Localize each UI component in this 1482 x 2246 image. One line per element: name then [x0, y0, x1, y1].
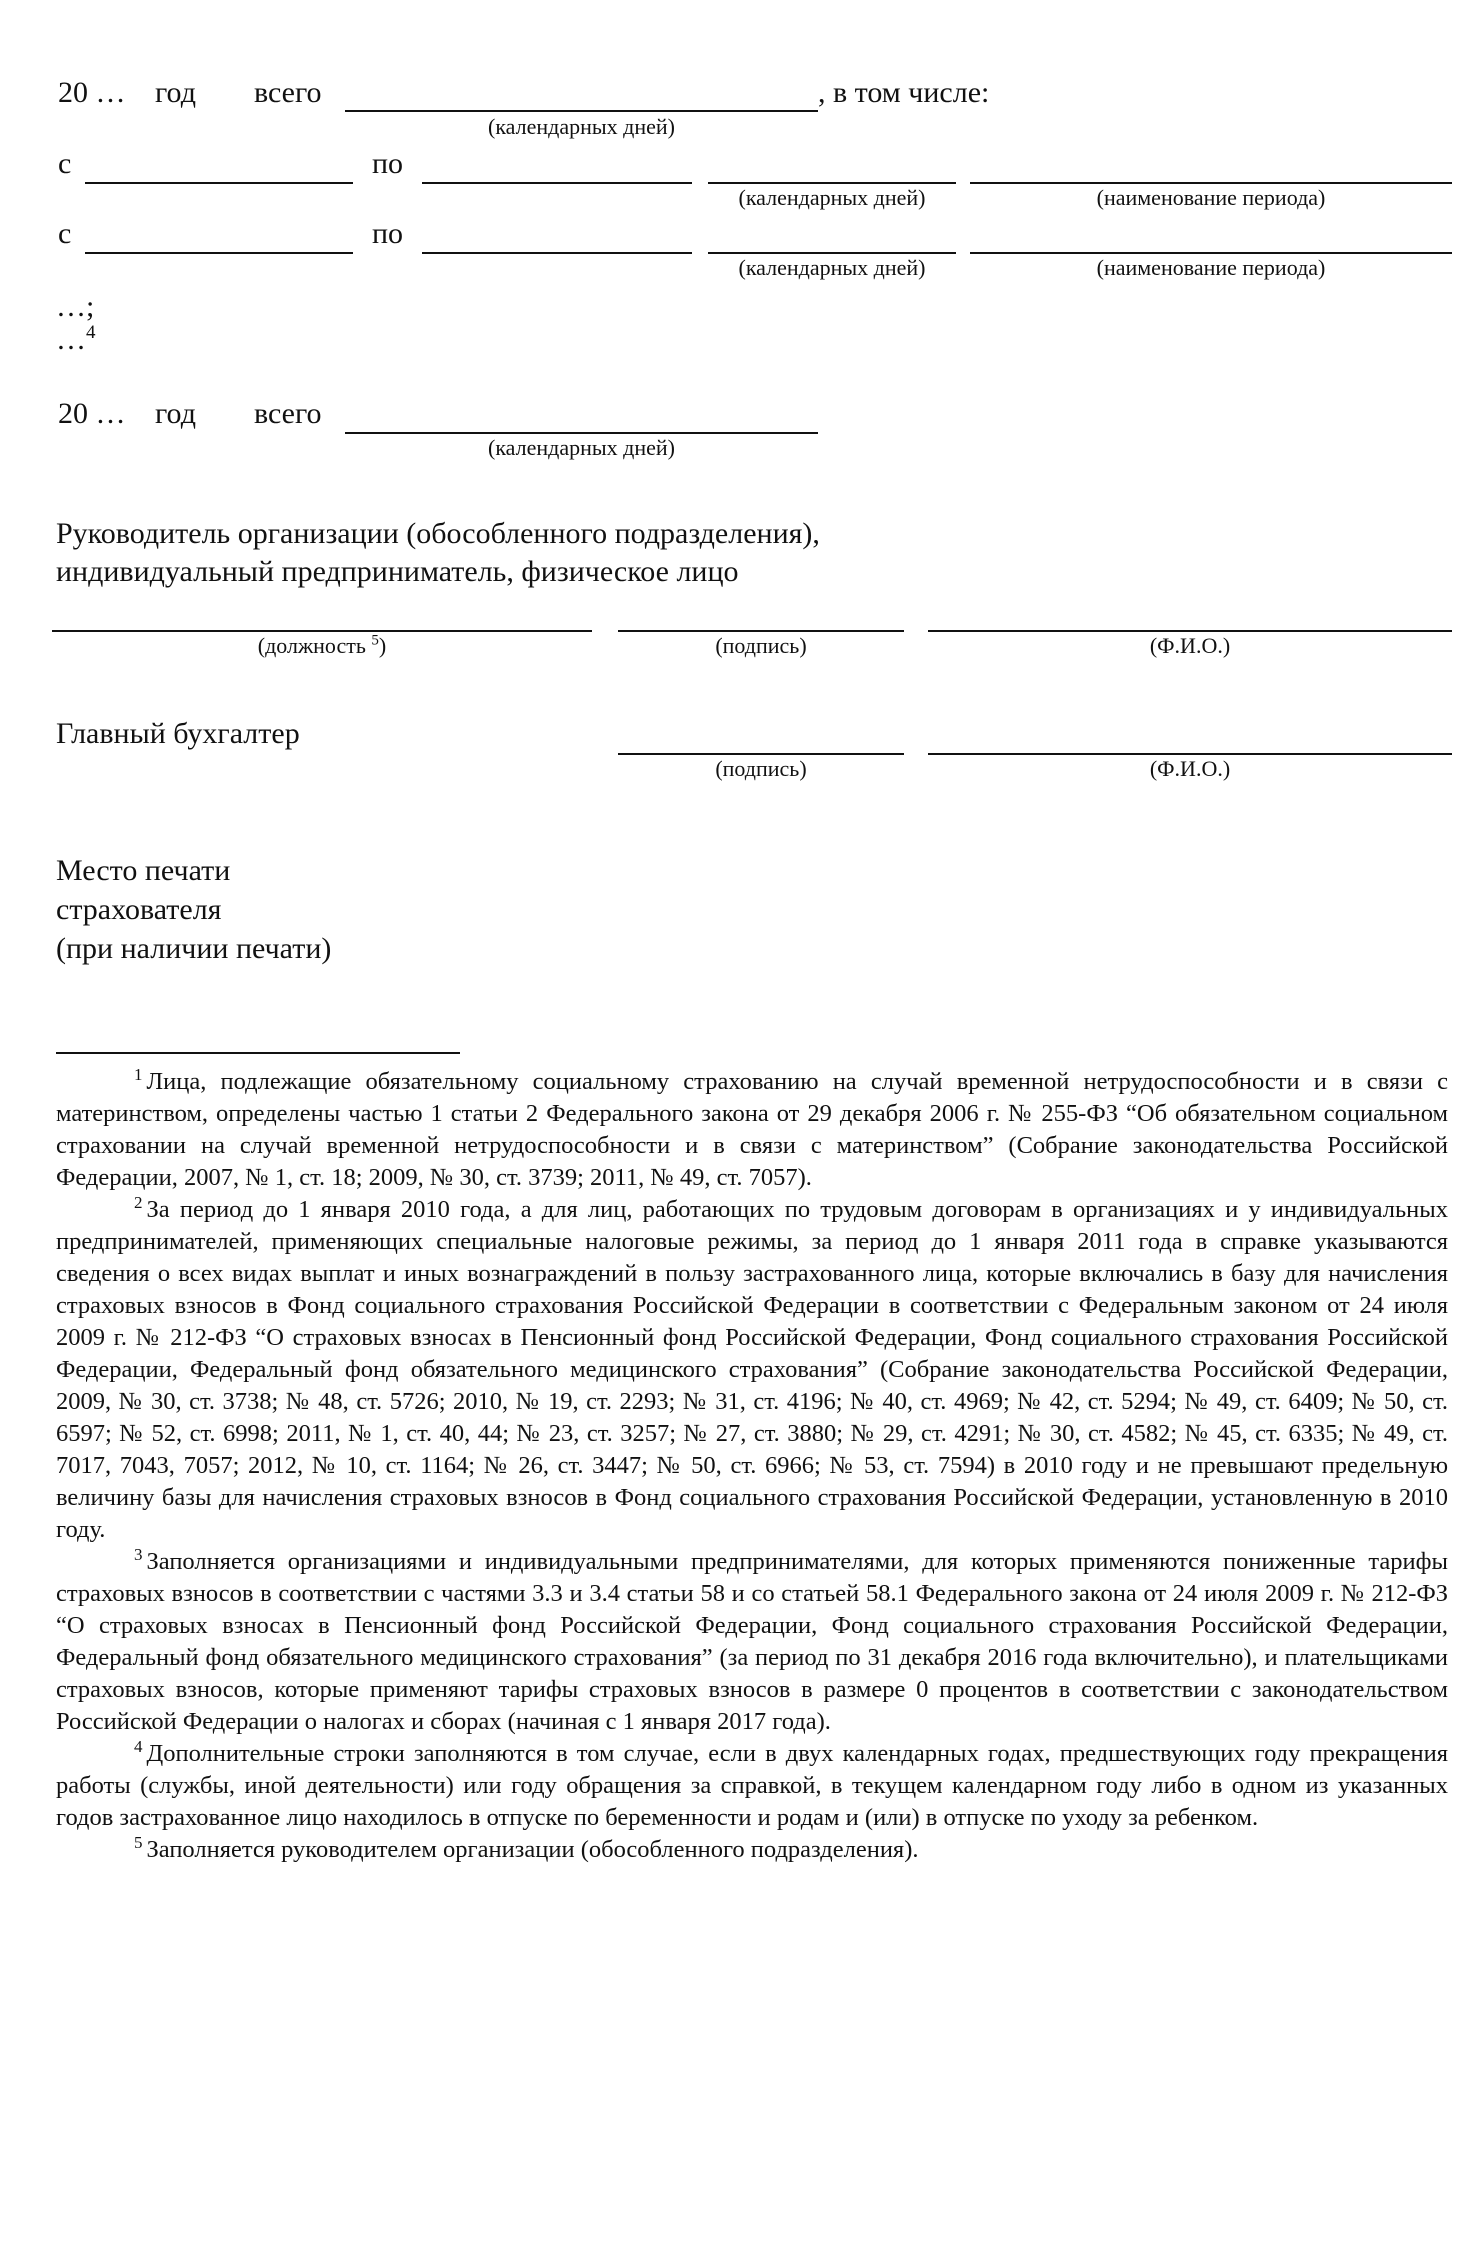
row2-to-label: по [372, 217, 404, 250]
row2-from-field[interactable] [85, 252, 353, 254]
period2-total-label: всего [254, 397, 322, 430]
head-position-caption-text: (должность [257, 633, 366, 658]
period1-year-word: год [155, 76, 196, 109]
footnote-3-number: 3 [134, 1544, 143, 1564]
head-position-caption-close: ) [378, 633, 387, 658]
seal-line3: (при наличии печати) [56, 932, 332, 965]
seal-line2: страхователя [56, 893, 222, 926]
row1-from-label: с [58, 147, 72, 180]
head-position-caption [52, 634, 592, 658]
footnote-3-text: Заполняется организациями и индивидуальными предпринимателями, для которых применяются пониженные тарифы страховых взносов в соответствии с частями 3.3 и 3.4 статьи 58 и со статьей 58.1 Федерального закона от 24 июля 2009 г. № 212-ФЗ “О страховых взносах в Пенсионный фонд Российской Федерации, Фонд социального страхования Российской Федерации, Федеральный фонд обязательного медицинского страхования” (за период по 31 декабря 2016 года включительно), и плательщиками страховых взносов, которые применяют тарифы страховых взносов в размере 0 процентов в соответствии с законодательством Российской Федерации о налогах и сборах (начиная с 1 января 2017 года). [56, 1548, 1448, 1735]
footnote-1-text: Лица, подлежащие обязательному социальному страхованию на случай временной нетрудоспособности и в связи с материнством, определены частью 1 статьи 2 Федерального закона от 29 декабря 2006 г. № 255-ФЗ “Об обязательном социальном страховании на случай временной нетрудоспособности и в связи с материнством” (Собрание законодательства Российской Федерации, 2007, № 1, ст. 18; 2009, № 30, ст. 3739; 2011, № 49, ст. 7057). [56, 1068, 1448, 1191]
accountant-signature-field[interactable] [618, 753, 904, 755]
accountant-title: Главный бухгалтер [56, 717, 300, 750]
footnote-5-number: 5 [134, 1832, 143, 1852]
row2-to-field[interactable] [422, 252, 692, 254]
row1-name-caption: (наименование периода) [1096, 185, 1326, 210]
footnote-1 [56, 1066, 1448, 1194]
period1-year: 20 … [58, 76, 126, 109]
period2-total-caption: (календарных дней) [488, 435, 675, 460]
footnote-3 [56, 1546, 1448, 1738]
row2-days-field[interactable] [708, 252, 956, 254]
footnotes [56, 1066, 1448, 1866]
period2-year-word: год [155, 397, 196, 430]
footnote-1-number: 1 [134, 1064, 143, 1084]
head-fio-caption: (Ф.И.О.) [1149, 633, 1231, 658]
ellipsis-text: … [56, 323, 86, 356]
footnote-ref-4: 4 [86, 322, 96, 343]
head-title-line2: индивидуальный предприниматель, физическое лицо [56, 555, 739, 588]
accountant-fio-caption: (Ф.И.О.) [1149, 756, 1231, 781]
head-fio-field[interactable] [928, 630, 1452, 632]
row2-days-caption: (календарных дней) [738, 255, 926, 280]
seal-line1: Место печати [56, 854, 231, 887]
period2-total-field[interactable] [345, 432, 818, 434]
footnote-2-number: 2 [134, 1192, 143, 1212]
row1-days-field[interactable] [708, 182, 956, 184]
period1-total-caption: (календарных дней) [488, 114, 675, 139]
period1-total-label: всего [254, 76, 322, 109]
head-signature-field[interactable] [618, 630, 904, 632]
row1-to-field[interactable] [422, 182, 692, 184]
period1-including: , в том числе: [818, 76, 990, 109]
row1-name-field[interactable] [970, 182, 1452, 184]
ellipsis-line-1: …; [56, 290, 95, 323]
accountant-fio-field[interactable] [928, 753, 1452, 755]
row2-name-caption: (наименование периода) [1096, 255, 1326, 280]
head-position-field[interactable] [52, 630, 592, 632]
row2-from-label: с [58, 217, 72, 250]
footnote-4 [56, 1738, 1448, 1834]
footnote-2-text: За период до 1 января 2010 года, а для лиц, работающих по трудовым договорам в организациях и у индивидуальных предпринимателей, применяющих специальные налоговые режимы, за период до 1 января 2011 года в справке указываются сведения о всех видах выплат и иных вознаграждений в пользу застрахованного лица, которые включались в базу для начисления страховых взносов в Фонд социального страхования Российской Федерации в соответствии с Федеральным законом от 24 июля 2009 г. № 212-ФЗ “О страховых взносах в Пенсионный фонд Российской Федерации, Фонд социального страхования Российской Федерации, Федеральный фонд обязательного медицинского страхования” (Собрание законодательства Российской Федерации, 2009, № 30, ст. 3738; № 48, ст. 5726; 2010, № 19, ст. 2293; № 31, ст. 4196; № 40, ст. 4969; № 42, ст. 5294; № 49, ст. 6409; № 50, ст. 6597; № 52, ст. 6998; 2011, № 1, ст. 40, 44; № 23, ст. 3257; № 27, ст. 3880; № 29, ст. 4291; № 30, ст. 4582; № 45, ст. 6335; № 49, ст. 7017, 7043, 7057; 2012, № 10, ст. 1164; № 26, ст. 3447; № 50, ст. 6966; № 53, ст. 7594) в 2010 году и не превышают предельную величину базы для начисления страховых взносов в Фонд социального страхования Российской Федерации, установленную в 2010 году. [56, 1196, 1448, 1543]
row1-days-caption: (календарных дней) [738, 185, 926, 210]
footnote-4-number: 4 [134, 1736, 143, 1756]
footnote-2 [56, 1194, 1448, 1546]
ellipsis-line-2 [56, 323, 96, 357]
accountant-signature-caption: (подпись) [715, 756, 807, 781]
period2-year: 20 … [58, 397, 126, 430]
head-signature-caption: (подпись) [715, 633, 807, 658]
head-title-line1: Руководитель организации (обособленного подразделения), [56, 517, 820, 550]
footnote-ref-5: 5 [371, 632, 379, 649]
period1-total-field[interactable] [345, 110, 818, 112]
row1-to-label: по [372, 147, 404, 180]
footnote-5-text: Заполняется руководителем организации (обособленного подразделения). [146, 1836, 919, 1863]
footnote-5 [56, 1834, 1448, 1866]
row1-from-field[interactable] [85, 182, 353, 184]
footnote-4-text: Дополнительные строки заполняются в том случае, если в двух календарных годах, предшествующих году прекращения работы (службы, иной деятельности) или году обращения за справкой, в текущем календарном году либо в одном из указанных годов застрахованное лицо находилось в отпуске по беременности и родам и (или) в отпуске по уходу за ребенком. [56, 1740, 1448, 1831]
footnote-separator [56, 1052, 460, 1054]
row2-name-field[interactable] [970, 252, 1452, 254]
